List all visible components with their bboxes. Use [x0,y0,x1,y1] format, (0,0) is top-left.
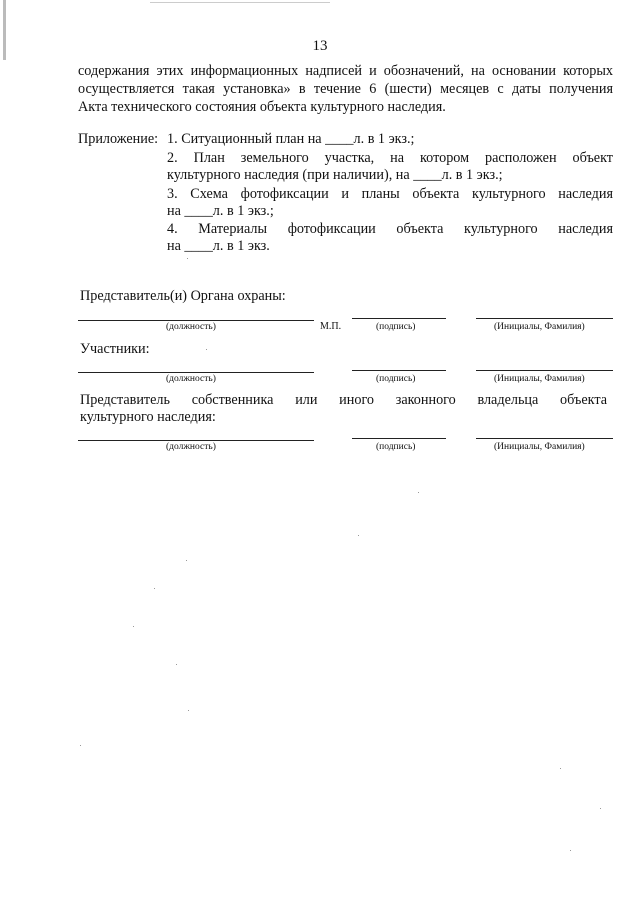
scan-speck [187,258,188,259]
paragraph-line-1: содержания этих информационных надписей и обозначений, на основании которых [78,63,613,79]
sig3-heading-line-1: Представитель собственника или иного законного владельца объекта [80,392,607,408]
sig3-signature-line [352,438,446,439]
sig3-position-line [78,440,314,441]
scan-speck [80,745,81,746]
scan-speck [570,850,571,851]
scan-speck [600,808,601,809]
scan-speck [206,349,207,350]
paragraph-line-2: осуществляется такая установка» в течение 6 (шести) месяцев с даты получения [78,81,613,97]
scan-speck [176,664,177,665]
page-number: 13 [312,38,328,54]
appendix-item-3-line-1: 3. Схема фотофиксации и планы объекта культурного наследия [167,186,613,202]
sig2-signature-line [352,370,446,371]
sig2-heading: Участники: [80,341,150,357]
sig1-position-caption: (должность) [166,322,216,332]
scan-speck [188,710,189,711]
scan-speck [560,768,561,769]
sig2-name-line [476,370,613,371]
scan-speck [186,560,187,561]
sig3-position-caption: (должность) [166,442,216,452]
sig1-name-line [476,318,613,319]
scan-speck [418,492,419,493]
appendix-item-3-line-2: на ____л. в 1 экз.; [167,203,274,219]
sig3-name-line [476,438,613,439]
sig2-signature-caption: (подпись) [376,374,416,384]
scan-speck [154,588,155,589]
appendix-label: Приложение: [78,131,159,147]
sig3-heading-line-2: культурного наследия: [80,409,216,425]
appendix-item-4-line-1: 4. Материалы фотофиксации объекта культурного наследия [167,221,613,237]
appendix-item-2-line-2: культурного наследия (при наличии), на ____л. в 1 экз.; [167,167,503,183]
sig1-stamp-caption: М.П. [320,321,342,332]
scan-speck [358,535,359,536]
sig2-position-line [78,372,314,373]
sig2-position-caption: (должность) [166,374,216,384]
paragraph-line-3: Акта технического состояния объекта культурного наследия. [78,99,446,115]
sig1-heading: Представитель(и) Органа охраны: [80,288,286,304]
sig1-position-line [78,320,314,321]
sig2-name-caption: (Инициалы, Фамилия) [494,374,585,384]
sig1-signature-line [352,318,446,319]
scan-edge-mark [3,0,6,60]
scan-top-mark [150,2,330,3]
scan-speck [133,626,134,627]
appendix-item-2-line-1: 2. План земельного участка, на котором расположен объект [167,150,613,166]
sig1-name-caption: (Инициалы, Фамилия) [494,322,585,332]
sig3-signature-caption: (подпись) [376,442,416,452]
sig3-name-caption: (Инициалы, Фамилия) [494,442,585,452]
sig1-signature-caption: (подпись) [376,322,416,332]
appendix-item-1: 1. Ситуационный план на ____л. в 1 экз.; [167,131,415,147]
appendix-item-4-line-2: на ____л. в 1 экз. [167,238,270,254]
